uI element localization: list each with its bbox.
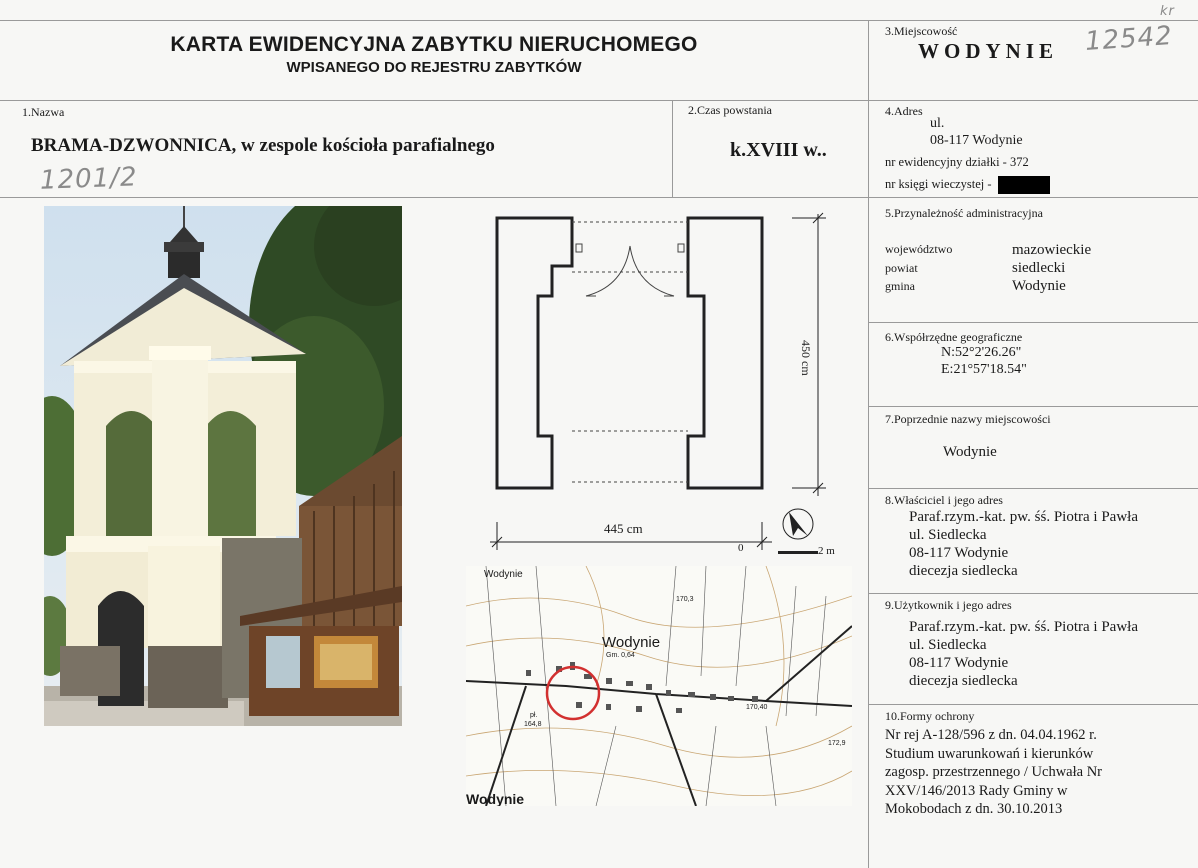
- protection-line-3: zagosp. przestrzennego / Uchwała Nr: [885, 764, 1103, 780]
- longitude: E:21°57'18.54": [941, 362, 1027, 377]
- previous-names-value: Wodynie: [943, 444, 997, 460]
- right-column-divider: [868, 20, 869, 868]
- locality-value: WODYNIE: [918, 39, 1059, 63]
- map-height-mark-4: 164,8: [524, 721, 542, 728]
- name-row-divider: [0, 197, 1198, 198]
- user-line-2: ul. Siedlecka: [909, 637, 987, 653]
- name-date-divider: [672, 100, 673, 197]
- latitude: N:52°2'26.26": [941, 345, 1022, 360]
- owner-line-3: 08-117 Wodynie: [909, 545, 1009, 561]
- belfry-photo: [44, 206, 402, 726]
- map-field-mark: pł.: [530, 712, 538, 719]
- top-border: [0, 20, 1198, 21]
- voivodeship-key: województwo: [885, 242, 953, 256]
- divider-7-8: [868, 488, 1198, 489]
- redaction-bar: [998, 176, 1050, 194]
- map-corner-town-label: Wodynie: [484, 569, 523, 580]
- object-name: BRAMA-DZWONNICA, w zespole kościoła parafialnego: [31, 135, 495, 156]
- map-height-mark-2: 170,40: [746, 704, 768, 711]
- header-divider: [0, 100, 1198, 101]
- handwritten-register-number: 1201/2: [39, 162, 138, 196]
- field-2-label: 2.Czas powstania: [688, 103, 772, 117]
- divider-5-6: [868, 322, 1198, 323]
- user-line-1: Paraf.rzym.-kat. pw. śś. Piotra i Pawła: [909, 619, 1138, 635]
- divider-6-7: [868, 406, 1198, 407]
- field-5-label: 5.Przynależność administracyjna: [885, 206, 1043, 220]
- height-dimension-label: 450 cm: [799, 340, 813, 376]
- handwritten-number: 12542: [1084, 20, 1174, 58]
- protection-line-1: Nr rej A-128/596 z dn. 04.04.1962 r.: [885, 727, 1097, 743]
- owner-line-2: ul. Siedlecka: [909, 527, 987, 543]
- user-line-4: diecezja siedlecka: [909, 673, 1018, 689]
- divider-8-9: [868, 593, 1198, 594]
- field-8-label: 8.Właściciel i jego adres: [885, 493, 1003, 507]
- scale-end-label: 2 m: [818, 545, 835, 557]
- field-9-label: 9.Użytkownik i jego adres: [885, 598, 1012, 612]
- field-3-label: 3.Miejscowość: [885, 24, 958, 38]
- map-town-label: Wodynie: [602, 634, 661, 651]
- protection-line-2: Studium uwarunkowań i kierunków: [885, 745, 1094, 762]
- user-line-3: 08-117 Wodynie: [909, 655, 1009, 671]
- field-7-label: 7.Poprzednie nazwy miejscowości: [885, 412, 1051, 426]
- address-street: ul.: [930, 116, 945, 131]
- protection-line-5: Mokobodach z dn. 30.10.2013: [885, 801, 1063, 814]
- field-10-label: 10.Formy ochrony: [885, 709, 975, 723]
- divider-9-10: [868, 704, 1198, 705]
- commune-key: gmina: [885, 279, 915, 293]
- card-title: KARTA EWIDENCYJNA ZABYTKU NIERUCHOMEGO: [170, 33, 698, 56]
- protection-line-4: XXV/146/2013 Rady Gminy w: [885, 782, 1068, 799]
- owner-line-1: Paraf.rzym.-kat. pw. śś. Piotra i Pawła: [909, 509, 1138, 525]
- field-4-label: 4.Adres: [885, 104, 923, 118]
- county-value: siedlecki: [1012, 260, 1066, 276]
- location-map: [466, 566, 852, 806]
- county-key: powiat: [885, 261, 918, 275]
- width-dimension-label: 445 cm: [604, 521, 643, 536]
- map-bottom-town-label: Wodynie: [466, 791, 525, 806]
- protection-forms: [885, 726, 1197, 814]
- map-area-mark: Gm. 0,64: [606, 652, 635, 659]
- voivodeship-value: mazowieckie: [1012, 242, 1092, 258]
- plot-number: nr ewidencyjny działki - 372: [885, 155, 1029, 169]
- field-6-label: 6.Współrzędne geograficzne: [885, 330, 1023, 344]
- commune-value: Wodynie: [1012, 278, 1066, 294]
- map-height-mark: 170,3: [676, 596, 694, 603]
- map-height-mark-3: 172,9: [828, 740, 846, 747]
- scale-start-label: 0: [738, 542, 744, 554]
- floor-plan: [486, 206, 836, 558]
- card-subtitle: WPISANEGO DO REJESTRU ZABYTKÓW: [286, 59, 582, 76]
- land-book-label: nr księgi wieczystej -: [885, 177, 992, 191]
- handwritten-initials: kr: [1160, 4, 1175, 19]
- owner-line-4: diecezja siedlecka: [909, 563, 1018, 579]
- field-1-label: 1.Nazwa: [22, 105, 65, 119]
- address-city: 08-117 Wodynie: [930, 133, 1023, 148]
- construction-date: k.XVIII w..: [730, 139, 827, 161]
